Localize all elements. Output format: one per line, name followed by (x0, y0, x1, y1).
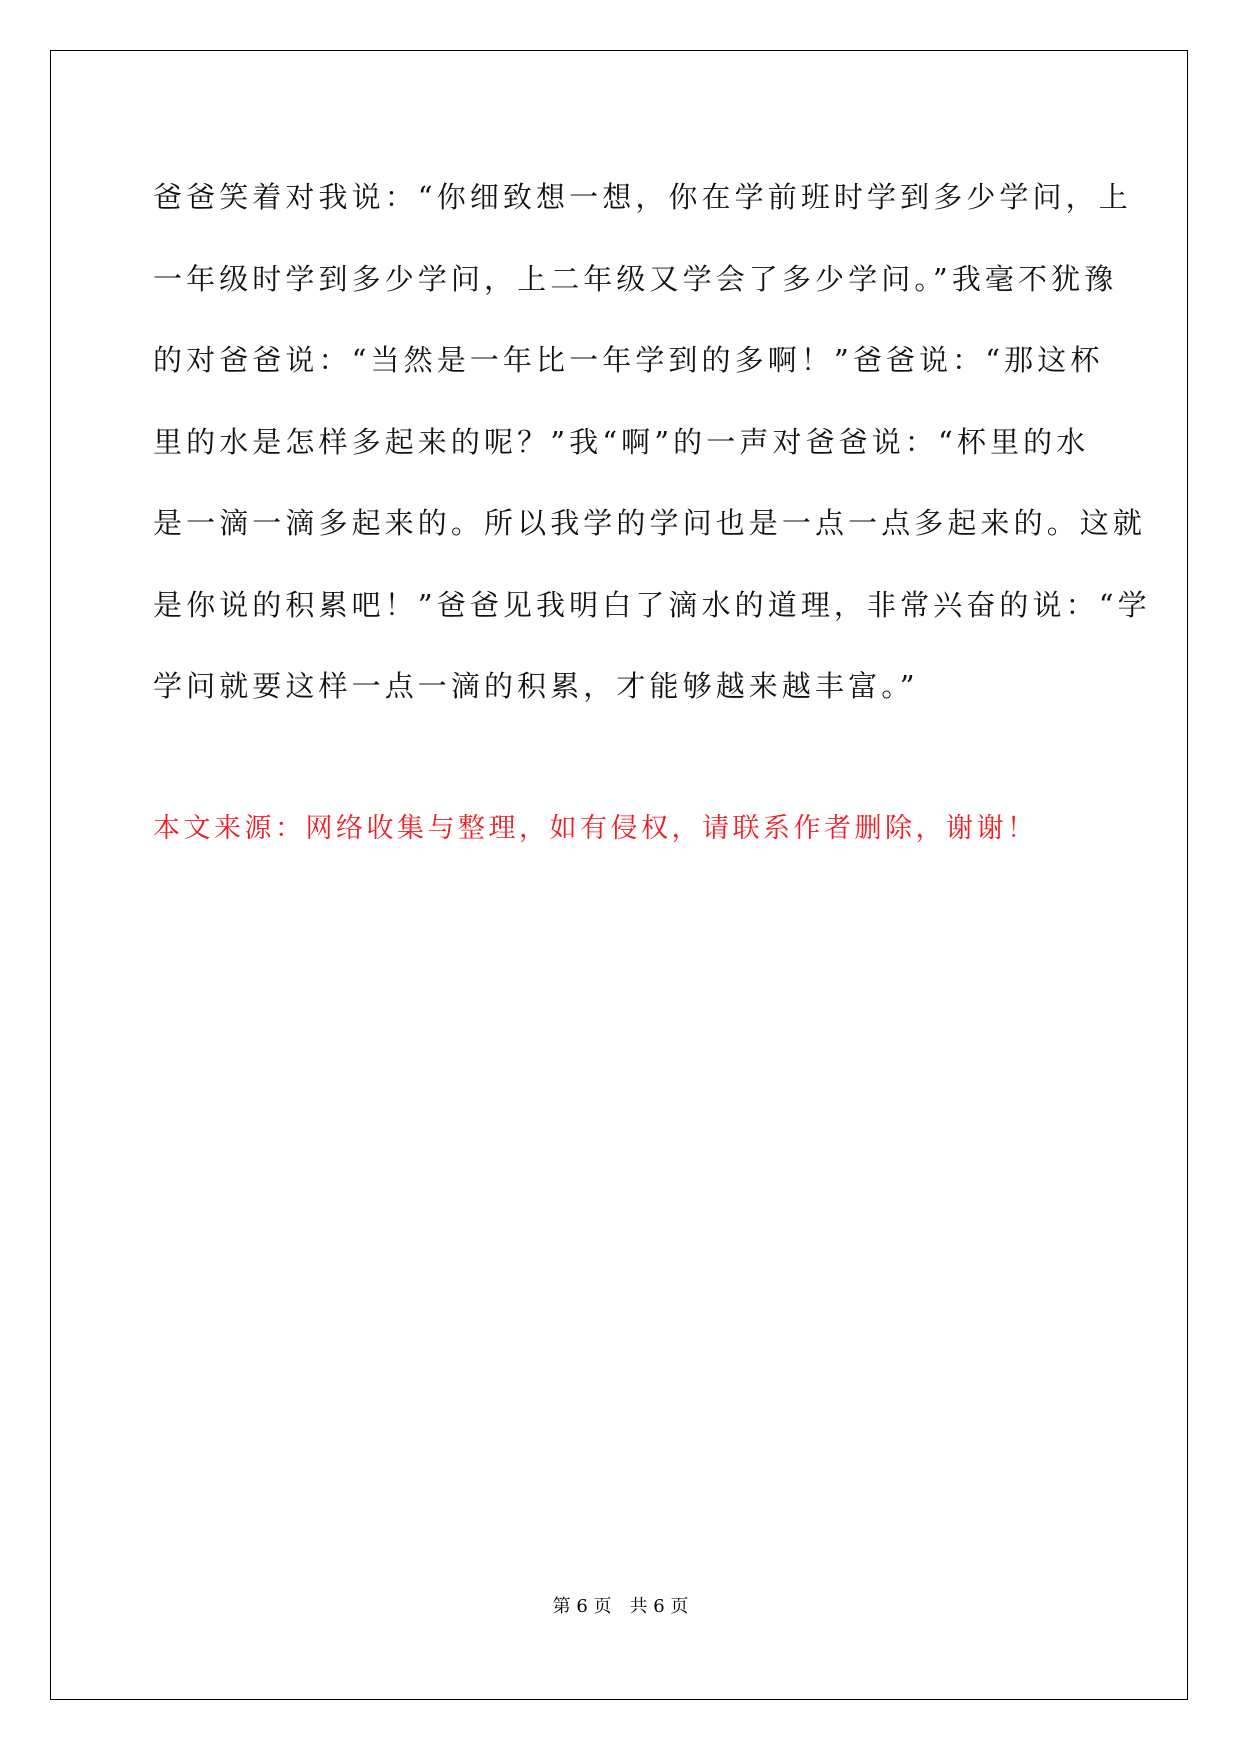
paragraph-line-7: 学问就要这样一点一滴的积累，才能够越来越丰富。” (153, 669, 919, 703)
paragraph-line-4: 里的水是怎样多起来的呢？”我“啊”的一声对爸爸说：“杯里的水 (153, 424, 1090, 459)
paragraph-line-5: 是一滴一滴多起来的。所以我学的学问也是一点一点多起来的。这就 (153, 506, 1147, 540)
paragraph-line-2: 一年级时学到多少学问，上二年级又学会了多少学问。”我毫不犹豫 (153, 261, 1118, 296)
paragraph-line-1: 爸爸笑着对我说：“你细致想一想，你在学前班时学到多少学问，上 (153, 180, 1132, 214)
paragraph-line-6: 是你说的积累吧！”爸爸见我明白了滴水的道理，非常兴奋的说：“学 (153, 587, 1151, 622)
paragraph-line-3: 的对爸爸说：“当然是一年比一年学到的多啊！”爸爸说：“那这杯 (153, 343, 1104, 377)
body-paragraph (153, 157, 1151, 728)
page-number-footer: 第 6 页 共 6 页 (552, 1596, 689, 1617)
source-disclaimer: 本文来源：网络收集与整理，如有侵权，请联系作者删除，谢谢！ (153, 813, 1038, 844)
